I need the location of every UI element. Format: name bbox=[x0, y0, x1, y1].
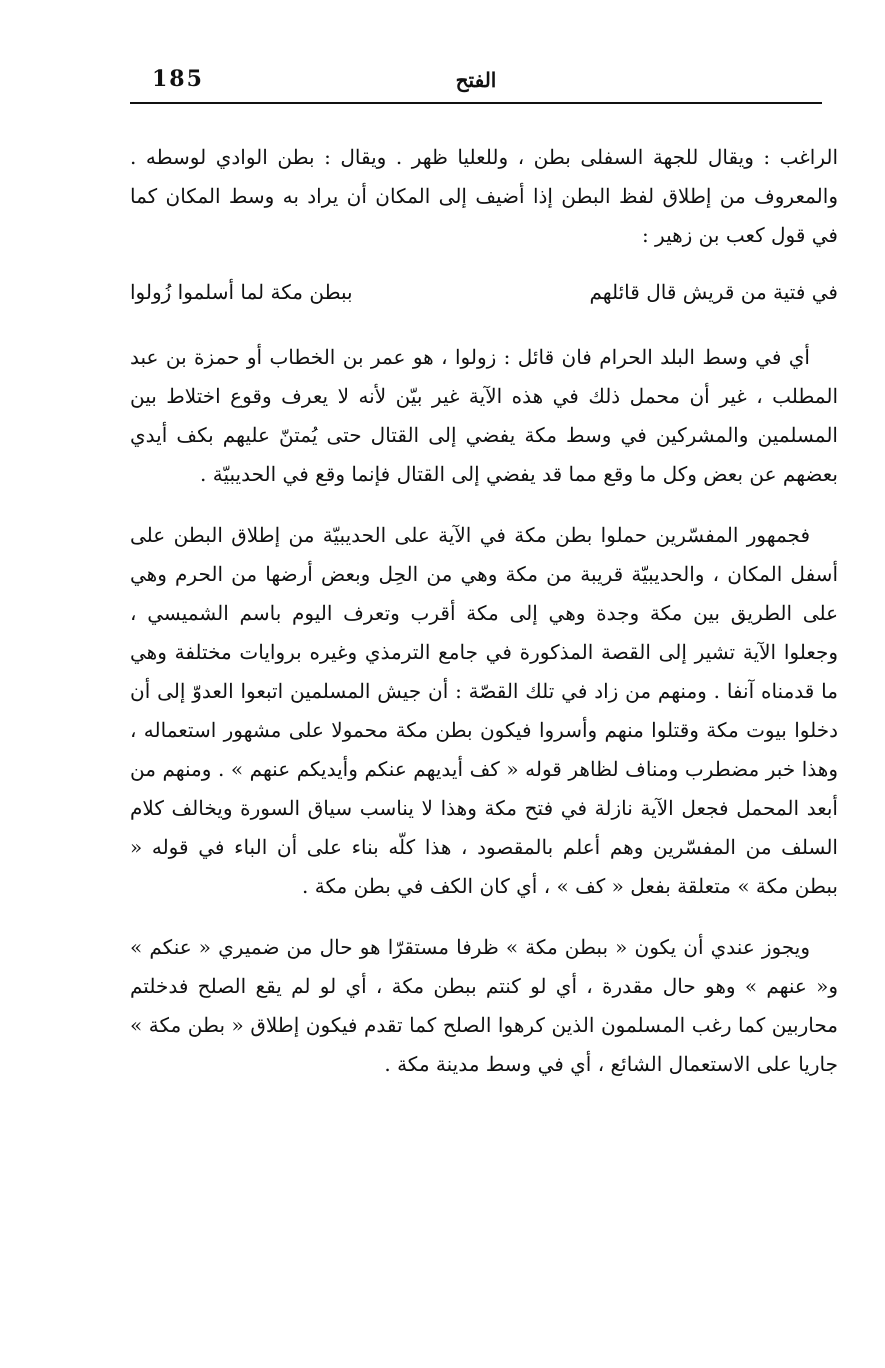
paragraph-3: فجمهور المفسّرين حملوا بطن مكة في الآية على الحديبيّة من إطلاق البطن على أسفل المكان ، والحديبيّة قريبة من مكة وهي من الحِل وبعض أرضها من الحرم وهي على الطريق بين مكة وجدة وهي إلى مكة أقرب وتعرف اليوم باسم الشميسي ، وجعلوا الآية تشير إلى القصة المذكورة في جامع الترمذي وغيره بروايات مختلفة وهي ما قدمناه آنفا . ومنهم من زاد في تلك القصّة : أن جيش المسلمين اتبعوا العدوّ إلى أن دخلوا بيوت مكة وقتلوا منهم وأسروا فيكون بطن مكة محمولا على مشهور استعماله ، وهذا خبر مضطرب ومناف لظاهر قوله « كف أيديهم عنكم وأيديكم عنهم » . ومنهم من أبعد المحمل فجعل الآية نازلة في فتح مكة وهذا لا يناسب سياق السورة ويخالف كلام السلف من المفسّرين وهم أعلم بالمقصود ، هذا كلّه بناء على أن الباء في قوله « ببطن مكة » متعلقة بفعل « كف » ، أي كان الكف في بطن مكة . bbox=[130, 523, 838, 898]
page-header bbox=[130, 58, 822, 104]
paragraph-4: ويجوز عندي أن يكون « ببطن مكة » ظرفا مستقرّا هو حال من ضميري « عنكم » و« عنهم » وهو حال مقدرة ، أي لو كنتم ببطن مكة ، أي لو لم يقع الصلح فدخلتم محاربين كما رغب المسلمون الذين كرهوا الصلح كما تقدم فيكون إطلاق « بطن مكة » جاريا على الاستعمال الشائع ، أي في وسط مدينة مكة . bbox=[130, 935, 838, 1076]
poetry-verse bbox=[130, 273, 838, 312]
running-title: الفتح bbox=[455, 68, 497, 92]
page-number: 185 bbox=[152, 66, 204, 92]
verse-second-hemistich: ببطن مكة لما أسلموا زُولوا bbox=[130, 280, 353, 304]
page-body bbox=[130, 138, 838, 1084]
paragraph-1: الراغب : ويقال للجهة السفلى بطن ، وللعليا ظهر . ويقال : بطن الوادي لوسطه . والمعروف من إطلاق لفظ البطن إذا أضيف إلى المكان أن يراد به وسط المكان كما في قول كعب بن زهير : bbox=[130, 145, 838, 247]
paragraph-2: أي في وسط البلد الحرام فان قائل : زولوا ، هو عمر بن الخطاب أو حمزة بن عبد المطلب ، غير أن محمل ذلك في هذه الآية غير بيّن لأنه لا يعرف وقوع اختلاط بين المسلمين والمشركين في وسط مكة يفضي إلى القتال حتى يُمتنّ عليهم بكف أيدي بعضهم عن بعض وكل ما وقع مما قد يفضي إلى القتال فإنما وقع في الحديبيّة . bbox=[130, 345, 838, 486]
verse-first-hemistich: في فتية من قريش قال قائلهم bbox=[589, 280, 838, 304]
